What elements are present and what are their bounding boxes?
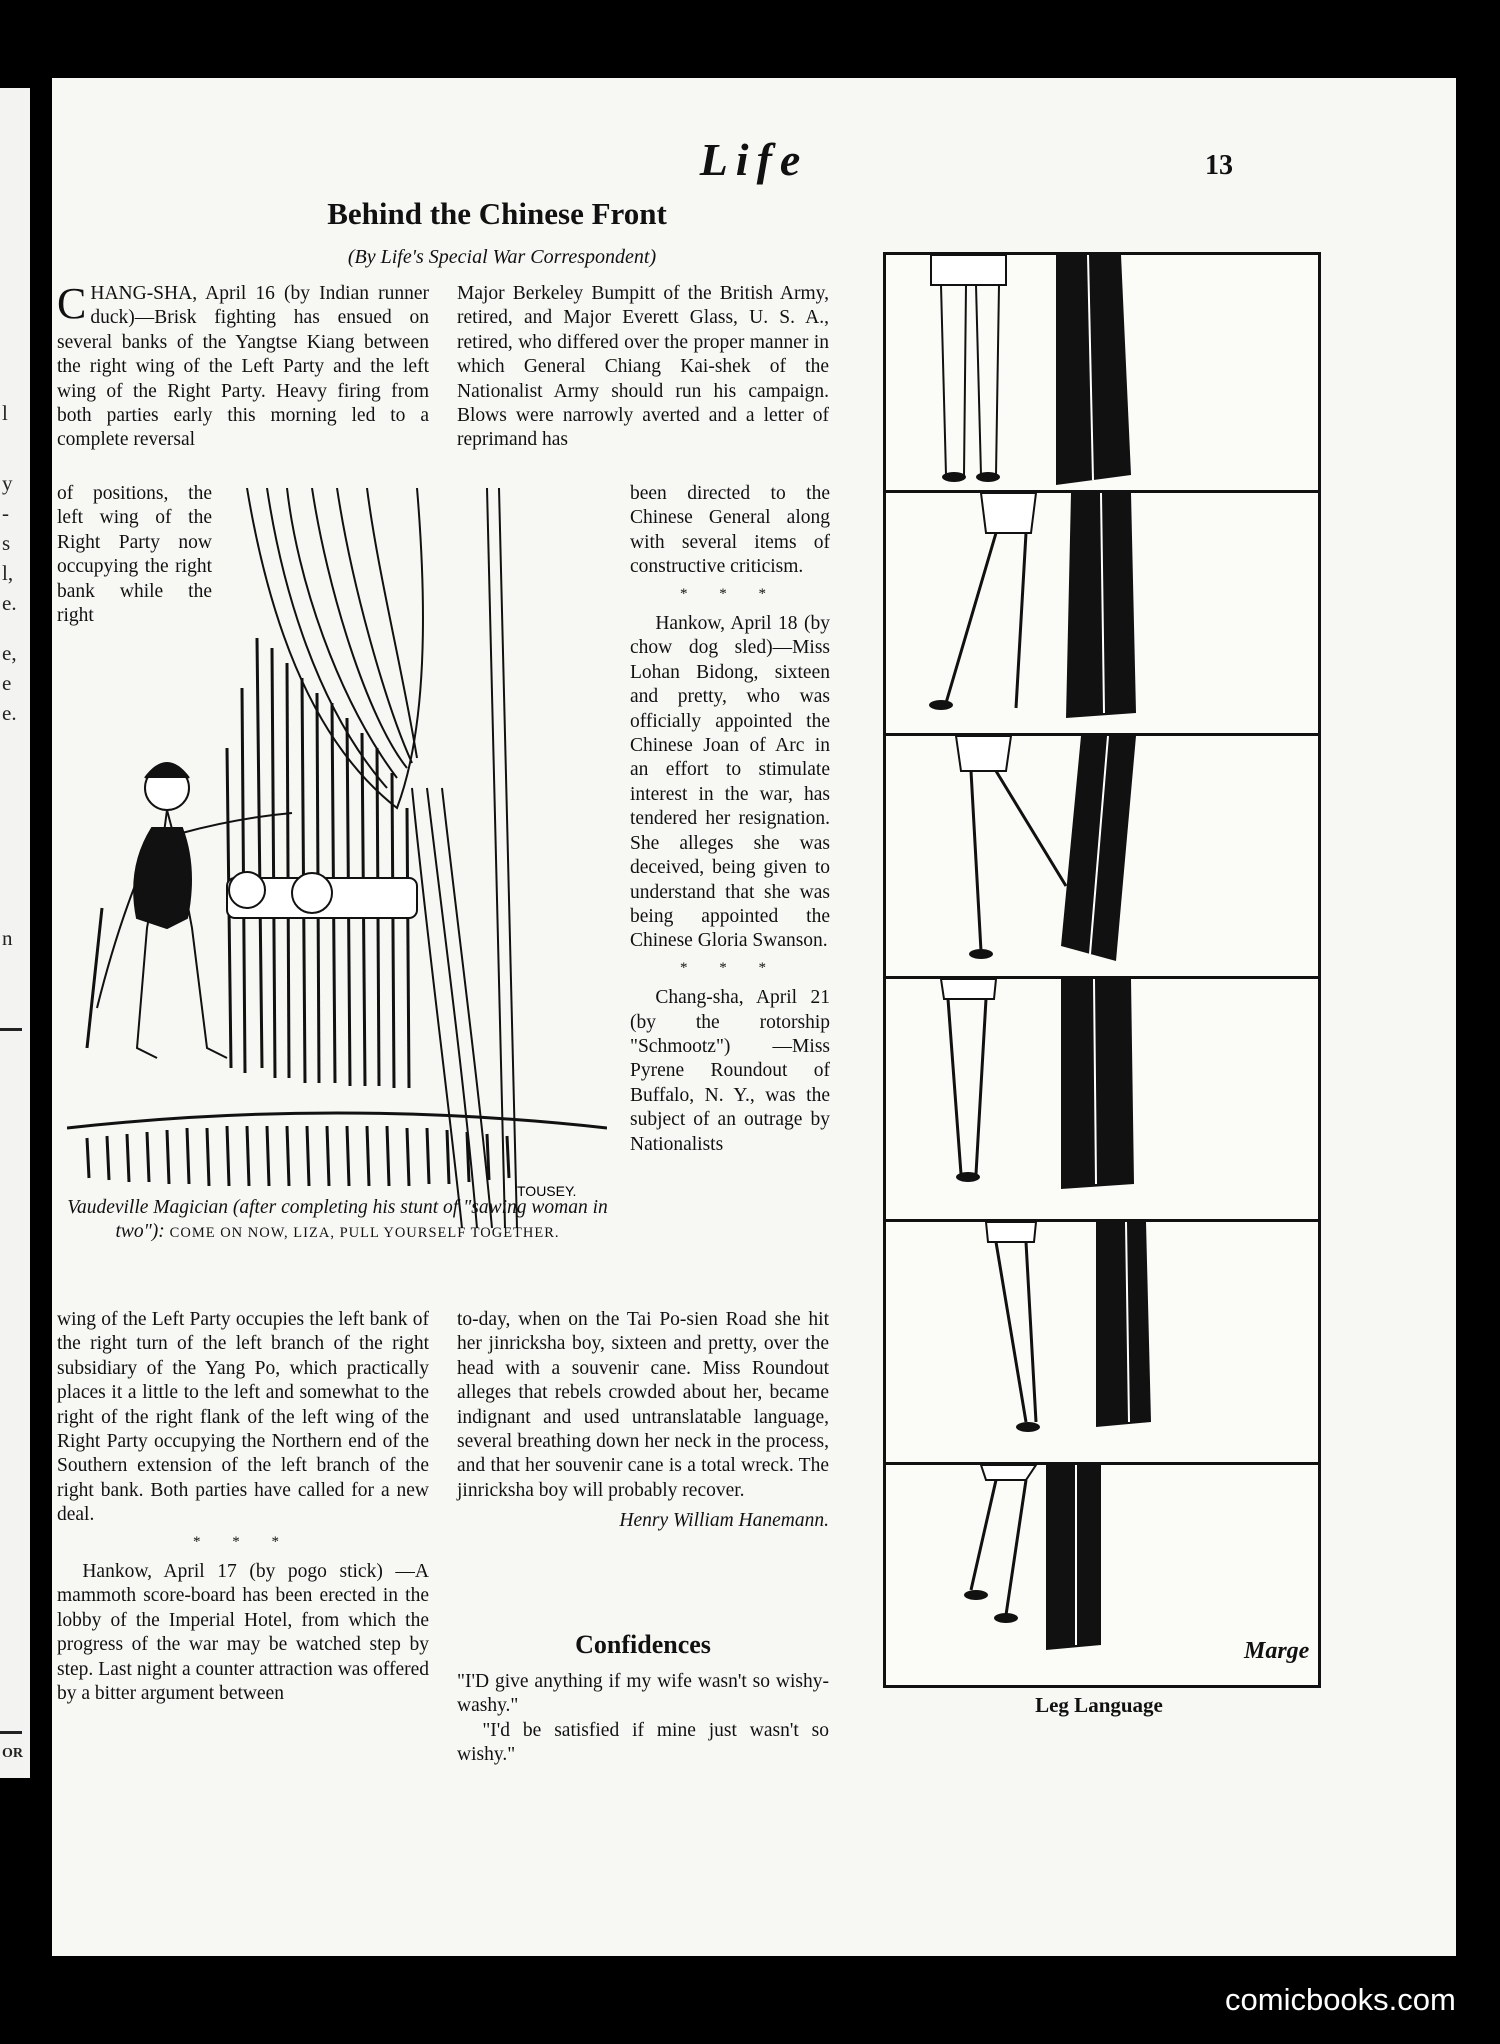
caption-punchline: COME ON NOW, LIZA, PULL YOURSELF TOGETHER. [169,1225,560,1241]
magazine-page [52,78,1456,1956]
cartoon-caption [60,1196,615,1245]
edge-fragment: l, [2,561,14,585]
article-column-2-top [457,282,829,453]
caption-italic: Vaudeville Magician (after completing his stunt of "sawing woman in two"): [67,1197,608,1242]
legs-together-drawing [886,979,1318,1219]
article-column-2-bottom [457,1308,829,1534]
article-column-2-wrap [630,482,830,1157]
comic-signature: Marge [1244,1638,1310,1664]
article-paragraph: HANG-SHA, April 16 (by Indian runner duck)—Brisk fighting has ensued on several banks of the Yangtse Kiang between the right wing of the Left Party and the left wing of the Right Party. Heavy firing from both parties early this morning led to a complete reversal [57,283,429,451]
legs-stepping-drawing [886,493,1318,733]
edge-fragment: OR [2,1746,23,1761]
edge-fragment: e. [2,591,17,615]
article-paragraph: Hankow, April 18 (by chow dog sled)—Miss Lohan Bidong, sixteen and pretty, who was officially appointed the Chinese Joan of Arc in an effort to stimulate interest in the war, has tendered her resignation. She alleges she was deceived, being given to understand that she was being appointed the Chinese Gloria Swanson. [630,613,830,952]
confidences-title: Confidences [575,1630,711,1659]
page-number: 13 [1205,150,1233,181]
article-paragraph: been directed to the Chinese General along with several items of constructive criticism. [630,483,830,578]
article-paragraph: Major Berkeley Bumpitt of the British Army, retired, and Major Everett Glass, U. S. A., retired, who differed over the proper manner in which General Chiang Kai-shek of the Nationalist Army should run his campaign. Blows were narrowly averted and a letter of reprimand has [457,283,829,451]
section-divider: * * * [680,585,780,602]
confidences-body [457,1670,829,1768]
cartoon-signature: TOUSEY. [517,1183,577,1199]
article-paragraph: wing of the Left Party occupies the left bank of the right turn of the left branch of the right subsidiary of the Yang Po, which practically places it a little to the left and somewhat to the right of the right flank of the left wing of the Right Party occupying the Northern end of the Southern extension of the left branch of the right bank. Both parties have called for a new deal. [57,1309,429,1526]
article-paragraph: Chang-sha, April 21 (by the rotorship "Schmootz") —Miss Pyrene Roundout of Buffalo, N. Y., was the subject of an outrage by Nationalists [630,987,830,1155]
legs-walking-drawing [886,1222,1318,1462]
edge-fragment: - [2,501,9,525]
comic-panel [886,1222,1318,1465]
confidences-line: "I'D give anything if my wife wasn't so wishy-washy." [457,1671,829,1717]
comic-panel [886,255,1318,493]
leg-comic-caption: Leg Language [1035,1693,1163,1717]
edge-fragment: s [2,531,11,555]
comic-panel [886,736,1318,979]
magician-cartoon-illustration [67,488,607,1288]
watermark: comicbooks.com [1225,1982,1456,2017]
article-paragraph: Hankow, April 17 (by pogo stick) —A mammoth score-board has been erected in the lobby of the Imperial Hotel, from which the progress of the war may be watched step by step. Last night a counter attraction was offered by a bitter argument between [57,1561,429,1705]
article-title: Behind the Chinese Front [327,196,667,231]
article-column-1-top [57,279,429,453]
legs-kicking-drawing [886,736,1318,976]
edge-fragment: e. [2,701,17,725]
leg-language-comic-strip [883,252,1321,1688]
legs-standing-drawing [886,255,1318,490]
section-divider: * * * [680,959,780,976]
section-divider: * * * [193,1533,293,1550]
previous-page-edge [0,88,30,1778]
article-column-1-bottom [57,1308,429,1707]
edge-fragment: e, [2,641,17,665]
drop-cap: C [57,279,87,328]
edge-fragment: l [2,401,8,425]
article-paragraph: to-day, when on the Tai Po-sien Road she hit her jinricksha boy, sixteen and pretty, over the head with a souvenir cane. Miss Roundout alleges that rebels crowded about her, became indignant and used untranslatable language, several breathing down her neck in the process, and that her souvenir cane is a total wreck. The jinricksha boy will probably recover. [457,1309,829,1501]
edge-fragment: n [2,926,13,950]
comic-panel [886,493,1318,736]
article-paragraph: of positions, the left wing of the Right Party now occupying the right bank while the right [57,483,212,627]
confidences-line: "I'd be satisfied if mine just wasn't so wishy." [457,1719,829,1766]
edge-fragment: y [2,471,13,495]
edge-fragment: e [2,671,12,695]
article-byline: (By Life's Special War Correspondent) [347,246,657,268]
edge-ad-box [0,1028,22,1734]
comic-panel [886,979,1318,1222]
masthead-logo: Life [699,134,809,185]
article-author: Henry William Hanemann. [619,1510,829,1532]
